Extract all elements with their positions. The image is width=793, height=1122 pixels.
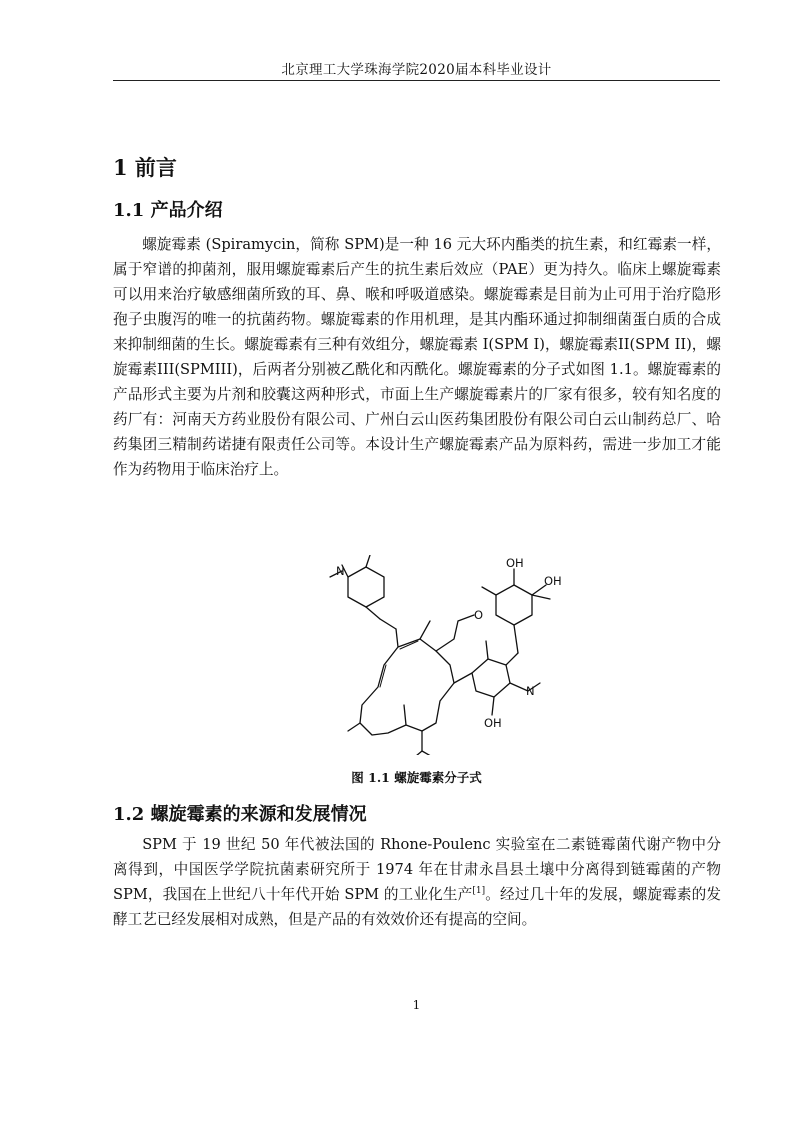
page-number: 1 xyxy=(412,998,421,1012)
section-1-2-text-part1: SPM 于 19 世纪 50 年代被法国的 Rhone-Poulenc 实验室在二素链霉菌代谢产物中分离得到，中国医学学院抗菌素研究所于 1974 年在甘肃永昌县土壤中分离得到链霉菌的产物 SPM，我国在上世纪八十年代开始 SPM 的工业化生产 xyxy=(113,836,721,903)
dimethylamino-sugar-ring xyxy=(348,567,384,607)
figure-caption: 图 1.1 螺旋霉素分子式 xyxy=(351,770,482,785)
molecular-structure-diagram xyxy=(318,555,568,755)
spiramycin-structure-figure xyxy=(318,555,568,755)
hydroxyl-label-bottom: OH xyxy=(484,716,502,730)
macrolactone-ring xyxy=(360,629,454,735)
mycaminose-sugar-ring xyxy=(472,659,510,697)
section-1-1-title: 1.1 产品介绍 xyxy=(113,200,223,221)
hydroxyl-label-right: OH xyxy=(544,574,562,588)
citation-reference[interactable]: [1] xyxy=(472,886,486,897)
section-1-2-title: 1.2 螺旋霉素的来源和发展情况 xyxy=(113,804,367,825)
chapter-title: 1 前言 xyxy=(113,155,177,180)
dimethylamino-n-label: N xyxy=(336,564,345,578)
page-header: 北京理工大学珠海学院2020届本科毕业设计 xyxy=(281,62,552,78)
dimethylamino-n-label-right: N xyxy=(526,684,535,698)
section-1-1-paragraph: 螺旋霉素 (Spiramycin，简称 SPM)是一种 16 元大环内酯类的抗生素，和红霉素一样，属于窄谱的抑菌剂，服用螺旋霉素后产生的抗生素后效应（PAE）更为持久。临床上螺旋霉素可以用来治疗敏感细菌所致的耳、鼻、喉和呼吸道感染。螺旋霉素是目前为止可用于治疗隐形孢子虫腹泻的唯一的抗菌药物。螺旋霉素的作用机理，是其内酯环通过抑制细菌蛋白质的合成来抑制细菌的生长。螺旋霉素有三种有效组分，螺旋霉素 I(SPM I)，螺旋霉素II(SPM II)，螺旋霉素III(SPMIII)，后两者分别被乙酰化和丙酰化。螺旋霉素的分子式如图 1.1。螺旋霉素的产品形式主要为片剂和胶囊这两种形式，市面上生产螺旋霉素片的厂家有很多，较有知名度的药厂有：河南天方药业股份有限公司、广州白云山医药集团股份有限公司白云山制药总厂、哈药集团三精制药诺捷有限责任公司等。本设计生产螺旋霉素产品为原料药，需进一步加工才能作为药物用于临床治疗上。 xyxy=(113,236,721,478)
section-1-2-paragraph xyxy=(113,832,721,932)
header-divider xyxy=(113,80,720,81)
aldehyde-o-label: O xyxy=(474,608,484,622)
hydroxyl-label-top: OH xyxy=(506,556,524,570)
section-1-2-text-part2: 。经过几十年的发展，螺旋霉素的发酵工艺已经发展相对成熟，但是产品的有效效价还有提高的空间。 xyxy=(113,886,721,928)
mycarose-sugar-ring xyxy=(496,585,532,625)
